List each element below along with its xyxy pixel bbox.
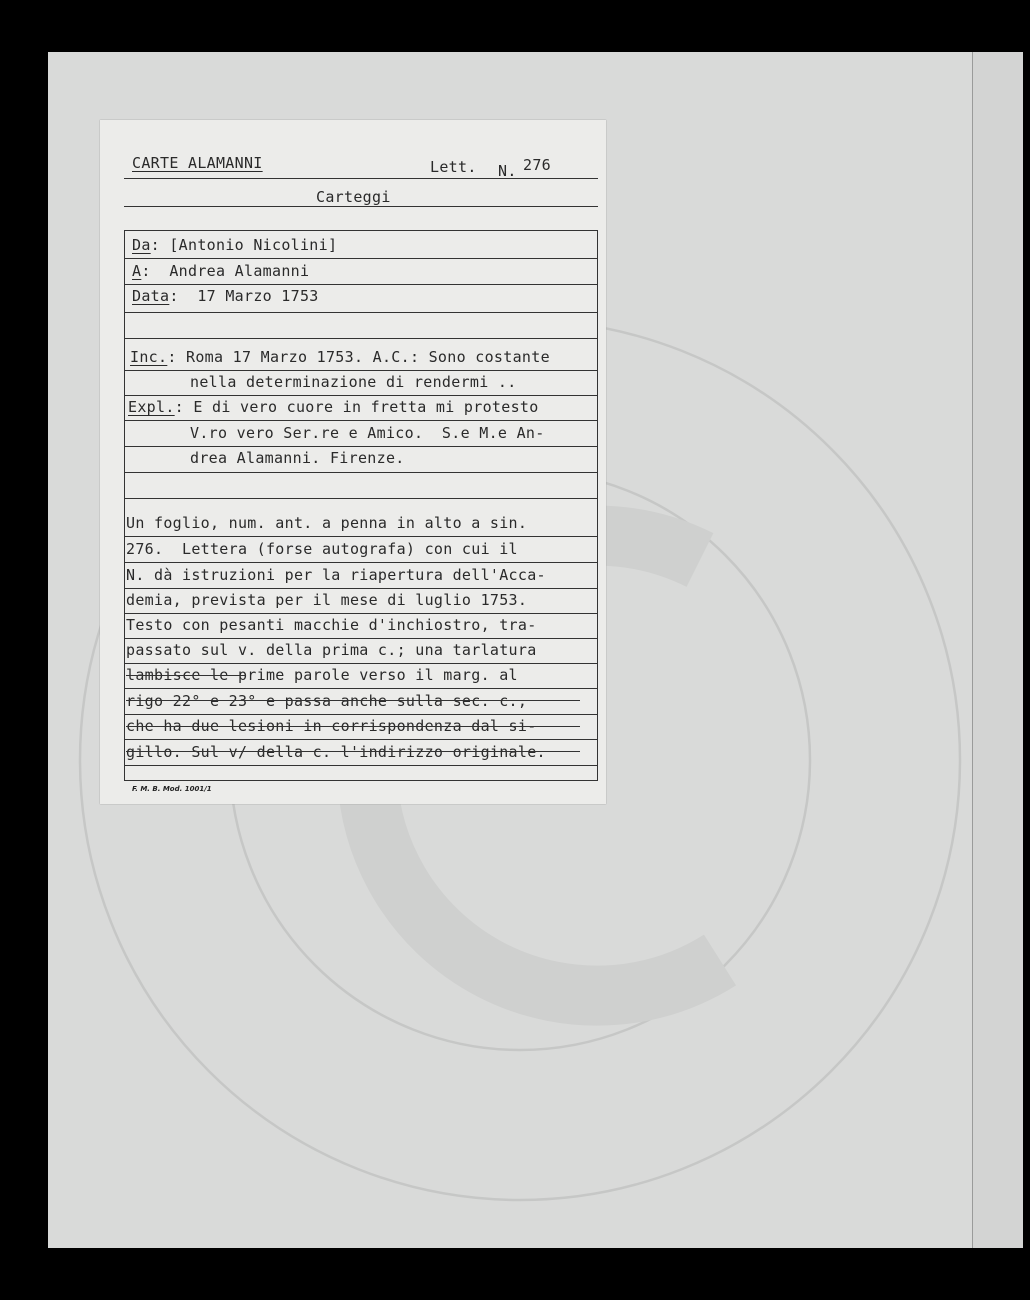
- description-line: rigo 22° e 23° e passa anche sulla sec. c.,: [126, 692, 528, 710]
- a-label: A: [132, 262, 142, 280]
- header-rule: [124, 178, 598, 179]
- folder-next-page: [972, 52, 1023, 1248]
- table-bottom-rule: [124, 780, 598, 781]
- expl-line-1: E di vero cuore in fretta mi protesto: [193, 398, 539, 416]
- letter-number: 276: [523, 156, 551, 174]
- row-rule: [124, 714, 598, 715]
- description-line: Testo con pesanti macchie d'inchiostro, tra-: [126, 616, 537, 634]
- section-title: Carteggi: [316, 188, 391, 206]
- row-rule: [124, 688, 598, 689]
- row-rule: [124, 446, 598, 447]
- da-value: [Antonio Nicolini]: [169, 236, 338, 254]
- a-field: A: Andrea Alamanni: [132, 262, 310, 280]
- description-line: lambisce le prime parole verso il marg. al: [126, 666, 518, 684]
- row-rule: [124, 420, 598, 421]
- da-label: Da: [132, 236, 151, 254]
- expl-line-3: drea Alamanni. Firenze.: [190, 449, 405, 467]
- n-label: N.: [498, 162, 517, 180]
- expl-label: Expl.: [128, 398, 175, 416]
- description-line: N. dà istruzioni per la riapertura dell'Acca-: [126, 566, 546, 584]
- table-top-rule: [124, 230, 598, 231]
- strike-line: [126, 675, 246, 676]
- row-rule: [124, 395, 598, 396]
- form-code: F. M. B. Mod. 1001/1: [132, 785, 212, 793]
- row-rule: [124, 739, 598, 740]
- row-rule: [124, 588, 598, 589]
- row-rule: [124, 498, 598, 499]
- inc-line-2: nella determinazione di rendermi ..: [190, 373, 517, 391]
- data-field: Data: 17 Marzo 1753: [132, 287, 319, 305]
- lett-label: Lett.: [430, 158, 477, 176]
- strike-line: [126, 700, 580, 701]
- row-rule: [124, 765, 598, 766]
- a-value: Andrea Alamanni: [169, 262, 310, 280]
- catalog-card: [100, 120, 606, 804]
- description-line: demia, prevista per il mese di luglio 1753.: [126, 591, 528, 609]
- row-rule: [124, 638, 598, 639]
- expl-line-2: V.ro vero Ser.re e Amico. S.e M.e An-: [190, 424, 545, 442]
- row-rule: [124, 562, 598, 563]
- expl-field: Expl.: E di vero cuore in fretta mi protesto: [128, 398, 539, 416]
- description-line: gillo. Sul v/ della c. l'indirizzo originale.: [126, 743, 546, 761]
- row-rule: [124, 258, 598, 259]
- row-rule: [124, 312, 598, 313]
- da-field: Da: [Antonio Nicolini]: [132, 236, 338, 254]
- row-rule: [124, 284, 598, 285]
- section-rule: [124, 206, 598, 207]
- description-line: 276. Lettera (forse autografa) con cui il: [126, 540, 518, 558]
- row-rule: [124, 663, 598, 664]
- description-line: che ha due lesioni in corrispondenza dal si-: [126, 717, 537, 735]
- strike-line: [126, 751, 580, 752]
- row-rule: [124, 613, 598, 614]
- inc-line-1: Roma 17 Marzo 1753. A.C.: Sono costante: [186, 348, 550, 366]
- row-rule: [124, 472, 598, 473]
- data-label: Data: [132, 287, 170, 305]
- inc-field: Inc.: Roma 17 Marzo 1753. A.C.: Sono costante: [130, 348, 550, 366]
- collection-title: CARTE ALAMANNI: [132, 154, 263, 172]
- row-rule: [124, 536, 598, 537]
- description-line: passato sul v. della prima c.; una tarlatura: [126, 641, 537, 659]
- row-rule: [124, 370, 598, 371]
- row-rule: [124, 338, 598, 339]
- strike-line: [126, 726, 580, 727]
- description-line: Un foglio, num. ant. a penna in alto a sin.: [126, 514, 528, 532]
- data-value: 17 Marzo 1753: [197, 287, 319, 305]
- inc-label: Inc.: [130, 348, 168, 366]
